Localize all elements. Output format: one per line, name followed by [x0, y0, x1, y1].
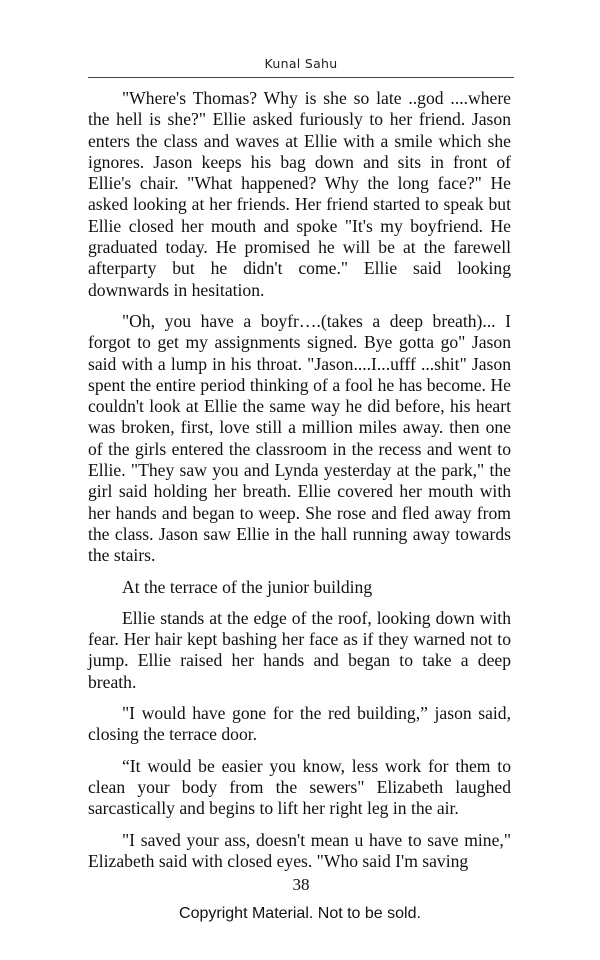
header-divider	[88, 77, 514, 78]
paragraph: "Where's Thomas? Why is she so late ..god ....where the hell is she?" Ellie asked furiously to her friend. Jason enters the class and waves at Ellie with a smile which she ignores. Jason keeps his bag down and sits in front of Ellie's chair. "What happened? Why the long face?" He asked looking at her friends. Her friend started to speak but Ellie closed her mouth and spoke "It's my boyfriend. He graduated today. He promised he will be at the farewell afterparty but he didn't come." Ellie said looking downwards in hesitation.	[88, 88, 511, 300]
paragraph: "I would have gone for the red building,” jason said, closing the terrace door.	[88, 703, 511, 745]
copyright-notice: Copyright Material. Not to be sold.	[179, 905, 421, 922]
running-header: Kunal Sahu	[264, 56, 338, 71]
page-body	[88, 88, 511, 882]
paragraph: Ellie stands at the edge of the roof, looking down with fear. Her hair kept bashing her face as if they warned not to jump. Ellie raised her hands and began to take a deep breath.	[88, 607, 511, 692]
page-number: 38	[292, 875, 310, 894]
paragraph: “It would be easier you know, less work for them to clean your body from the sewers" Elizabeth laughed sarcastically and begins to lift her right leg in the air.	[88, 755, 511, 819]
paragraph: "Oh, you have a boyfr….(takes a deep breath)... I forgot to get my assignments signed. Bye gotta go" Jason said with a lump in his throat. "Jason....I...ufff ...shit" Jason spent the entire period thinking of a fool he has become. He couldn't look at Ellie the same way he did before, his heart was broken, first, love still a million miles away. then one of the girls entered the classroom in the recess and went to Ellie. "They saw you and Lynda yesterday at the park," the girl said holding her breath. Ellie covered her mouth with her hands and began to weep. She rose and fled away from the class. Jason saw Ellie in the hall running away towards the stairs.	[88, 310, 511, 566]
paragraph: At the terrace of the junior building	[122, 576, 373, 597]
paragraph: "I saved your ass, doesn't mean u have to save mine," Elizabeth said with closed eyes. "Who said I'm saving	[88, 829, 511, 871]
